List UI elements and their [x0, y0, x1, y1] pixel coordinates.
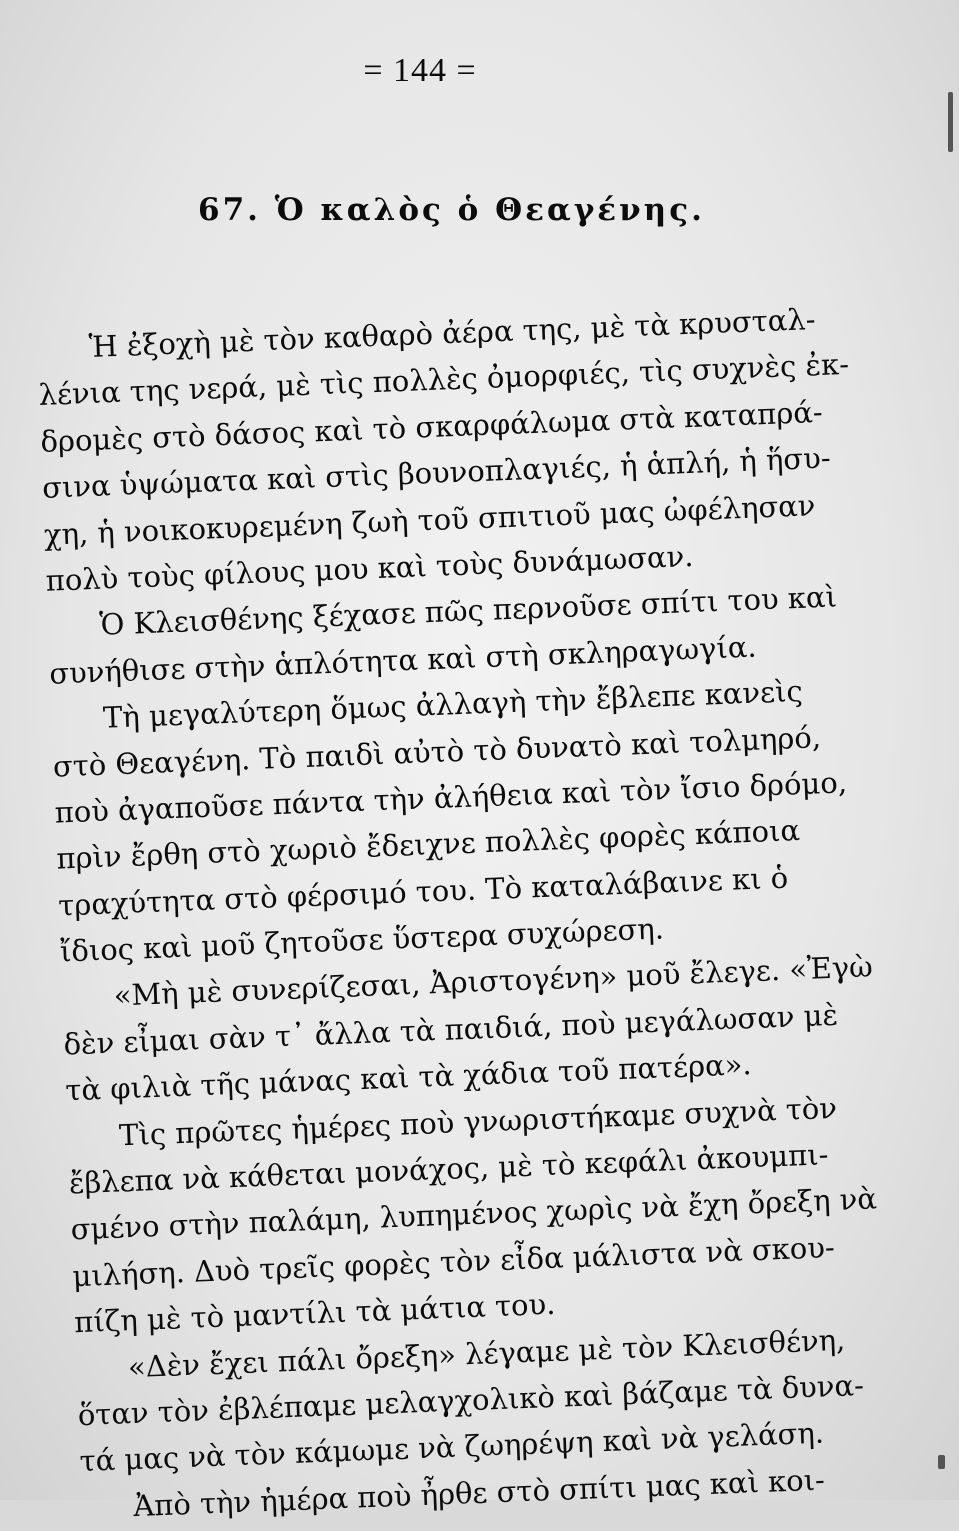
page-edge-mark — [948, 92, 953, 152]
text-line: «Δὲν ἔχει πάλι ὄρεξη» λέγαμε μὲ τὸν Κλεισθένη, — [127, 1322, 846, 1384]
text-line: μιλήση. Δυὸ τρεῖς φορὲς τὸν εἶδα μάλιστα νὰ σκου- — [71, 1229, 836, 1294]
page-number: = 144 = — [363, 52, 477, 89]
text-line: Τὴ μεγαλύτερη ὅμως ἀλλαγὴ τὴν ἔβλεπε κανεὶς — [102, 673, 804, 735]
text-line: ποὺ ἀγαποῦσε πάντα τὴν ἀλήθεια καὶ τὸν ἴσιο δρόμο, — [54, 765, 848, 830]
text-line: λένια της νερά, μὲ τὶς πολλὲς ὀμορφιές, τὶς συχνὲς ἐκ- — [38, 347, 850, 413]
page-edge-mark — [938, 1455, 945, 1469]
text-line: σινα ὑψώματα καὶ στὶς βουνοπλαγιές, ἡ ἁπλή, ἡ ἥσυ- — [41, 440, 832, 506]
text-line: Ἡ ἐξοχὴ μὲ τὸν καθαρὸ ἀέρα της, μὲ τὰ κρυσταλ- — [88, 302, 817, 364]
text-line: «Μὴ μὲ συνερίζεσαι, Ἀριστογένη» μοῦ ἔλεγε. «Ἐγὼ — [113, 949, 874, 1013]
text-line: πίζη μὲ τὸ μαντίλι τὰ μάτια του. — [73, 1287, 556, 1340]
text-line: Τὶς πρῶτες ἡμέρες ποὺ γνωριστήκαμε συχνὰ τὸν — [118, 1090, 838, 1153]
text-line: δρομὲς στὸ δάσος καὶ τὸ σκαρφάλωμα στὰ καταπρά- — [39, 394, 824, 459]
text-line: πρὶν ἔρθη στὸ χωριὸ ἔδειχνε πολλὲς φορὲς κάποια — [55, 813, 801, 876]
text-line: ὅταν τὸν ἐβλέπαμε μελαγχολικὸ καὶ βάζαμε τὰ δυνα- — [77, 1368, 865, 1433]
text-line: συνήθισε στὴν ἁπλότητα καὶ στὴ σκληραγωγία. — [48, 629, 758, 691]
text-line: Ὁ Κλεισθένης ξέχασε πῶς περνοῦσε σπίτι του καὶ — [98, 579, 838, 643]
text-line: σμένο στὴν παλάμη, λυπημένος χωρὶς νὰ ἔχη ὄρεξη νὰ — [70, 1181, 878, 1247]
text-line: πολὺ τοὺς φίλους μου καὶ τοὺς δυνάμωσαν. — [45, 538, 694, 598]
text-line: τὰ φιλιὰ τῆς μάνας καὶ τὰ χάδια τοῦ πατέρα». — [64, 1047, 753, 1108]
text-line: Ἀπὸ τὴν ἡμέρα ποὺ ἦρθε στὸ σπίτι μας καὶ κοι- — [132, 1462, 826, 1523]
text-line: τραχύτητα στὸ φέρσιμό του. Τὸ καταλάβαινε κι ὁ — [57, 860, 789, 923]
text-line: τά μας νὰ τὸν κάμωμε νὰ ζωηρέψη καὶ νὰ γελάση. — [78, 1415, 825, 1479]
text-line: δὲν εἶμαι σὰν τ᾿ ἄλλα τὰ παιδιά, ποὺ μεγάλωσαν μὲ — [62, 997, 839, 1062]
text-line: στὸ Θεαγένη. Τὸ παιδὶ αὐτὸ τὸ δυνατὸ καὶ τολμηρό, — [52, 719, 822, 784]
chapter-title: 67. Ὁ καλὸς ὁ Θεαγένης. — [198, 192, 705, 228]
text-line: ἴδιος καὶ μοῦ ζητοῦσε ὕστερα συχώρεση. — [59, 911, 665, 969]
text-line: ἔβλεπα νὰ κάθεται μονάχος, μὲ τὸ κεφάλι ἀκουμπι- — [68, 1137, 829, 1201]
text-line: χη, ἡ νοικοκυρεμένη ζωὴ τοῦ σπιτιοῦ μας ὠφέλησαν — [43, 487, 816, 552]
body-text — [36, 293, 942, 1531]
